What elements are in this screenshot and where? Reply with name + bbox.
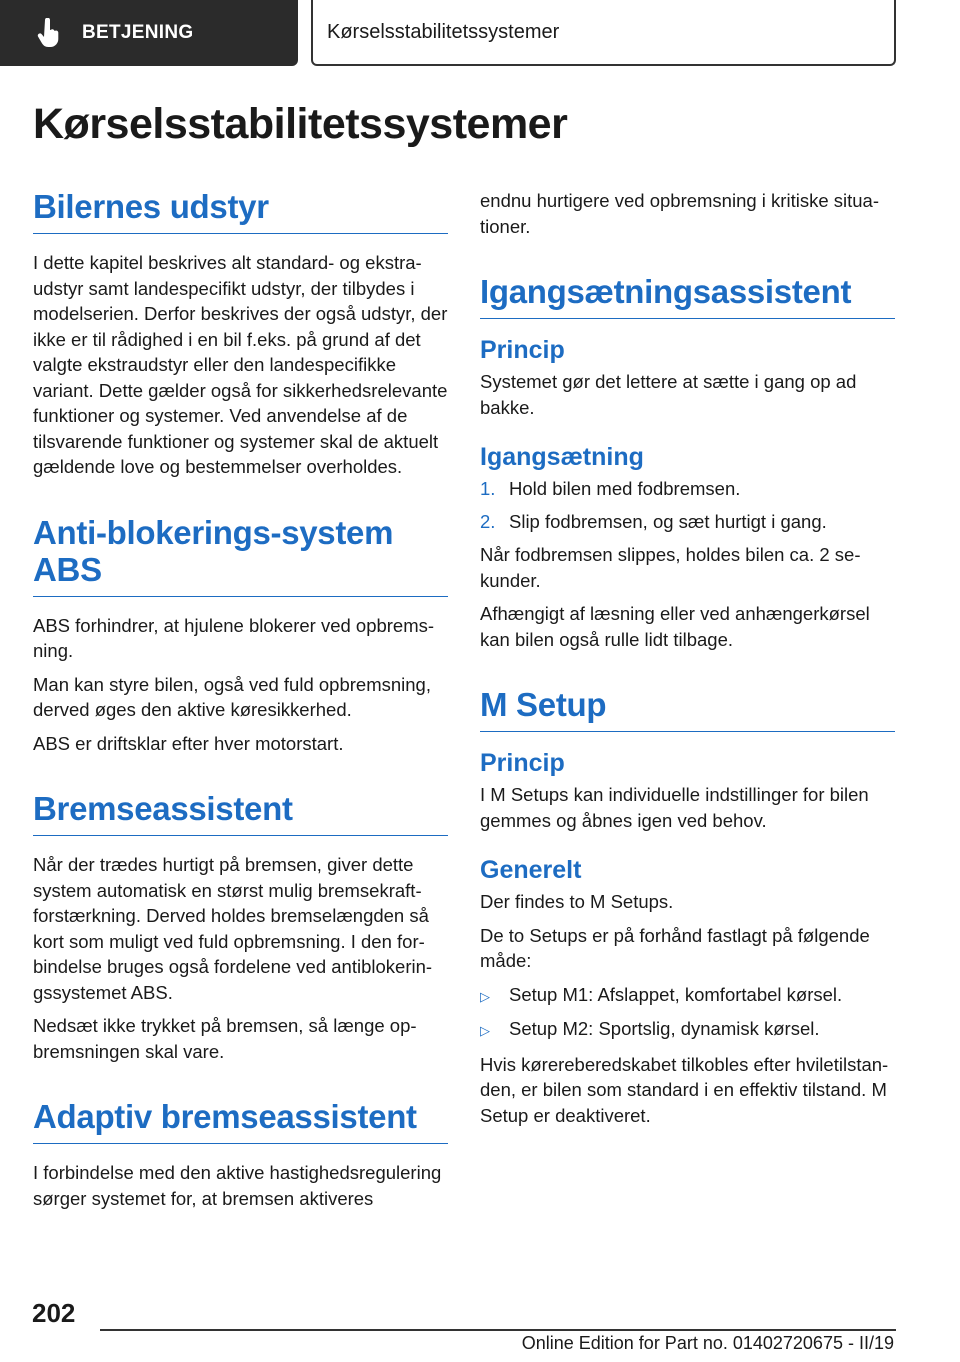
list-item	[480, 982, 895, 1010]
paragraph: ABS er driftsklar efter hver motorstart.	[33, 732, 344, 754]
hand-pointer-icon	[34, 17, 64, 49]
footer-edition-text: Online Edition for Part no. 01402720675 - II/19	[521, 1333, 894, 1353]
section-title-abs: Anti-blokerings-system ABS	[33, 514, 448, 597]
page-title: Kørselsstabilitetssystemer	[33, 100, 568, 148]
subsection-title-igangsaetning: Igangsætning	[480, 443, 644, 471]
triangle-bullet-icon: ▷	[480, 988, 490, 1004]
list-item	[480, 509, 895, 535]
paragraph: I M Setups kan individuelle indstillinger for bilen gemmes og åbnes igen ved behov.	[480, 784, 869, 831]
steps-list	[480, 476, 895, 534]
section-title-bilernes-udstyr: Bilernes udstyr	[33, 188, 448, 234]
paragraph: I forbindelse med den aktive hastighedsregulering sørger systemet for, at bremsen aktiveres	[33, 1162, 442, 1209]
right-column	[480, 188, 895, 1136]
step-number: 2.	[480, 510, 496, 532]
paragraph: Systemet gør det lettere at sætte i gang op ad bakke.	[480, 371, 857, 418]
paragraph: ABS forhindrer, at hjulene blokerer ved opbremsning.	[33, 614, 435, 661]
paragraph: Hvis kørereberedskabet tilkobles efter hviletilstanden, er bilen som standard i en effektiv tilstand. M Setup er deaktiveret.	[480, 1053, 889, 1126]
subsection-title-generelt: Generelt	[480, 856, 582, 884]
page-number: 202	[32, 1298, 76, 1328]
paragraph: Når der trædes hurtigt på bremsen, giver dette system automatisk en størst mulig bremsekraftforstærkning. Derved holdes bremselængden så kort som muligt ved fuld opbremsning. I den forbindelse bruges også fordelene ved antiblokeringssystemet ABS.	[33, 854, 433, 1003]
breadcrumb	[311, 0, 896, 66]
step-number: 1.	[480, 478, 496, 499]
bullet-text: Setup M1: Afslappet, komfortabel kørsel.	[509, 983, 843, 1005]
section-title-m-setup: M Setup	[480, 686, 895, 732]
paragraph: endnu hurtigere ved opbremsning i kritiske situationer.	[480, 190, 879, 237]
section-title-bremseassistent: Bremseassistent	[33, 790, 448, 836]
subsection-title-princip: Princip	[480, 336, 565, 364]
paragraph: De to Setups er på forhånd fastlagt på følgende måde:	[480, 924, 870, 971]
list-item	[480, 1016, 895, 1044]
left-column	[33, 188, 448, 1219]
triangle-bullet-icon: ▷	[480, 1023, 490, 1038]
header-section-tab	[0, 0, 298, 66]
paragraph: Afhængigt af læsning eller ved anhængerkørsel kan bilen også rulle lidt tilbage.	[480, 603, 870, 650]
step-text: Hold bilen med fodbremsen.	[509, 478, 741, 499]
bullet-text: Setup M2: Sportslig, dynamisk kørsel.	[509, 1018, 820, 1039]
paragraph: Der findes to M Setups.	[480, 891, 674, 912]
paragraph: Nedsæt ikke trykket på bremsen, så længe opbremsningen skal vare.	[33, 1015, 417, 1062]
subsection-title-princip: Princip	[480, 749, 565, 777]
section-title-adaptiv-bremseassistent: Adaptiv bremseassistent	[33, 1098, 448, 1144]
section-title-igangsaetningsassistent: Igangsætningsassistent	[480, 273, 895, 319]
paragraph: Når fodbremsen slippes, holdes bilen ca. 2 sekunder.	[480, 544, 861, 591]
paragraph: Man kan styre bilen, også ved fuld opbremsning, derved øges den aktive køresikkerhed.	[33, 673, 431, 720]
breadcrumb-text: Kørselsstabilitetssystemer	[327, 20, 560, 43]
header-section-label: BETJENING	[82, 22, 194, 43]
step-text: Slip fodbremsen, og sæt hurtigt i gang.	[509, 510, 827, 532]
paragraph: I dette kapitel beskrives alt standard- og ekstraudstyr samt landespecifikt udstyr, der tilbydes i modelserien. Derfor beskrives der også udstyr, der ikke er til rådighed i en bil f.eks. på grund af det valgte ekstraudstyr eller den landespecifikke variant. Dette gælder også for sikkerhedsrelevante funktioner og systemer. Ved anvendelse af de tilsvarende funktioner og systemer skal de aktuelt gældende love og bestemmelser overholdes.	[33, 252, 448, 477]
list-item	[480, 476, 895, 502]
bullet-list	[480, 982, 895, 1044]
footer-divider	[100, 1329, 896, 1331]
